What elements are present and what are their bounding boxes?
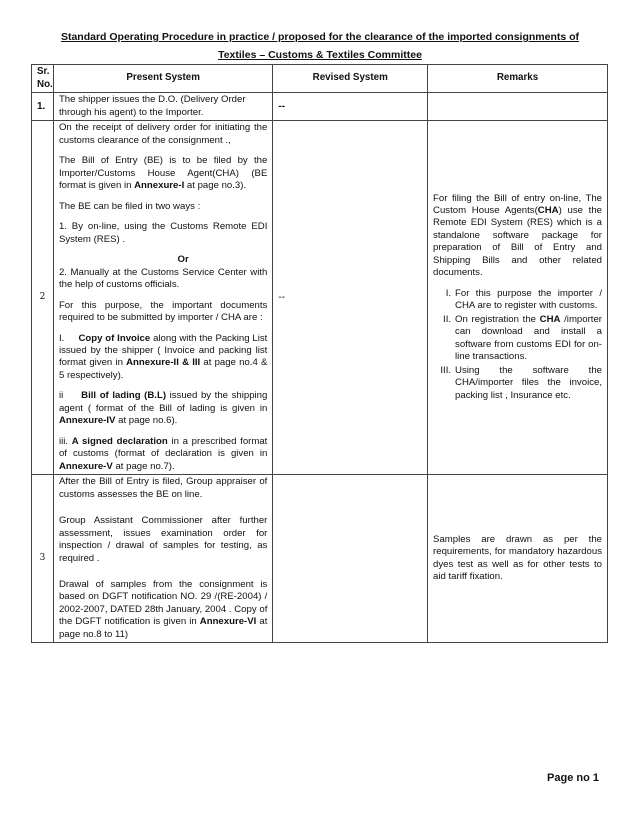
row-3-present: [53, 475, 272, 643]
document-title-line-1: Standard Operating Procedure in practice / proposed for the clearance of the imported consignments of: [60, 31, 580, 43]
row-2-para-1: On the receipt of delivery order for initiating the customs clearance of the consignment .,: [58, 122, 268, 146]
row-2-para-6: For this purpose, the important documents required to be submitted by importer / CHA are :: [58, 299, 268, 324]
row-3-para-3: Drawal of samples from the consignment is based on DGFT notification NO. 29 /(RE-2004) / 2002-2007, DATED 28th January, 2004 . Copy of the DGFT notification is given in Annexure-VI at page no.8 to 11): [58, 579, 268, 640]
list-item: I. For this purpose the importer / CHA are to register with customs.: [445, 287, 602, 312]
header-present-system: Present System: [53, 65, 272, 93]
table-header-row: [32, 65, 608, 93]
document-title-line-2: Textiles – Customs & Textiles Committee: [218, 49, 422, 61]
row-2-item-bill-of-lading: ii Bill of lading (B.L) issued by the shipping agent ( format of the Bill of lading is given in Annexure-IV at page no.6).: [58, 390, 268, 427]
table-row: [32, 121, 608, 475]
row-2-remarks: [428, 121, 608, 475]
row-3-para-2: Group Assistant Commissioner after further assessment, issues examination order for inspection / drawal of samples for testing, as required .: [58, 515, 268, 564]
list-item: III. Using the software the CHA/importer files the invoice, packing list , Insurance etc.: [440, 364, 602, 401]
table-row: [32, 475, 608, 643]
list-item: II. On registration the CHA /importer can download and install a software from customs EDI for on-line transactions.: [443, 313, 602, 363]
row-2-or: Or: [177, 254, 189, 266]
row-2-item-invoice: I. Copy of Invoice along with the Packing List issued by the shipper ( Invoice and packing list format given in Annexure-II & III at page no.4 & 5 respectively).: [58, 332, 268, 381]
row-3-sr: 3: [32, 475, 54, 643]
header-revised-system: Revised System: [273, 65, 428, 93]
sop-table: [31, 64, 608, 643]
row-2-present: [53, 121, 272, 475]
remarks-intro: For filing the Bill of entry on-line, The Custom House Agents(CHA) use the Remote EDI System (RES) which is a standalone software package for preparation of Bill of Entry and Shipping Bills and other related documents.: [433, 192, 602, 279]
remarks-list: [433, 288, 602, 402]
header-sr-no: Sr. No.: [32, 65, 54, 93]
table-row: [32, 93, 608, 121]
row-1-sr: 1.: [32, 93, 54, 121]
row-2-para-4: 1. By on-line, using the Customs Remote EDI System (RES) .: [58, 221, 268, 245]
page-number: Page no 1: [547, 772, 599, 784]
row-1-remarks: [428, 93, 608, 121]
row-3-remarks: Samples are drawn as per the requirements, for mandatory hazardous dyes test as well as for other tests to aid tariff fixation.: [428, 475, 608, 643]
row-2-para-3: The BE can be filed in two ways :: [58, 200, 201, 212]
row-2-para-5: 2. Manually at the Customs Service Center with the help of customs officials.: [58, 266, 268, 291]
row-2-para-2: The Bill of Entry (BE) is to be filed by the Importer/Customs House Agent(CHA) (BE format is given in Annexure-I at page no.3).: [58, 155, 268, 192]
row-2-sr: 2: [32, 121, 54, 475]
row-2-revised: --: [273, 121, 428, 475]
row-3-para-1: After the Bill of Entry is filed, Group appraiser of customs assesses the BE on line.: [58, 476, 268, 500]
row-2-item-declaration: iii. A signed declaration in a prescribed format of customs (format of declaration is given in Annexure-V at page no.7).: [58, 435, 268, 472]
row-3-revised: [273, 475, 428, 643]
header-remarks: Remarks: [428, 65, 608, 93]
row-1-present: The shipper issues the D.O. (Delivery Order through his agent) to the Importer.: [53, 93, 272, 121]
row-1-revised: --: [273, 93, 428, 121]
